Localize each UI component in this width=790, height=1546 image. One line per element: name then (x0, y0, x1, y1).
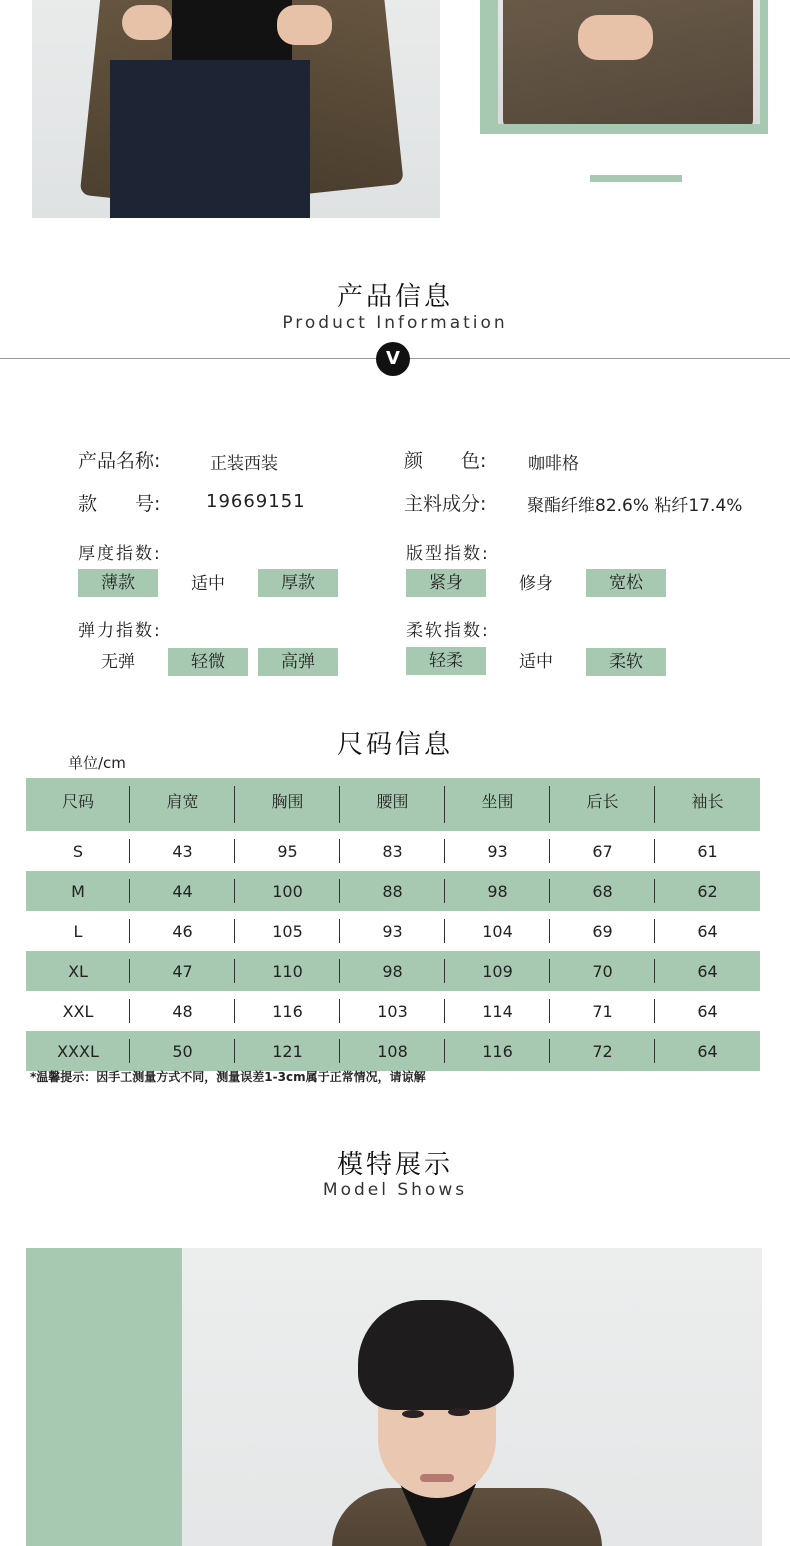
cell-chest: 121 (235, 1031, 340, 1071)
cell-shoulder: 43 (130, 831, 235, 871)
cell-size: XXL (26, 991, 130, 1031)
cell-hip: 116 (445, 1031, 550, 1071)
cell-waist: 103 (340, 991, 445, 1031)
v-badge-icon: V (376, 342, 410, 376)
cell-shoulder: 48 (130, 991, 235, 1031)
product-info-subtitle: Product Information (282, 313, 508, 333)
table-row (26, 911, 760, 951)
header-shoulder: 肩宽 (130, 778, 235, 831)
color-label: 颜 色: (404, 450, 487, 472)
cell-sleeve: 62 (697, 881, 718, 901)
cell-hip: 93 (445, 831, 550, 871)
cell-sleeve: 64 (697, 1001, 718, 1021)
cell-waist: 108 (340, 1031, 445, 1071)
cell-chest: 100 (235, 871, 340, 911)
softness-option-soft: 柔软 (586, 648, 666, 676)
cell-back-length: 70 (550, 951, 655, 991)
elasticity-option-none: 无弹 (101, 652, 135, 672)
decorative-divider (590, 175, 682, 182)
model-shows-subtitle: Model Shows (322, 1180, 468, 1200)
cell-hip: 98 (445, 871, 550, 911)
measurement-note: *温馨提示：因手工测量方式不同，测量误差1-3cm属于正常情况，请谅解 (30, 1070, 426, 1084)
table-row (26, 1031, 760, 1071)
product-photo-detail (498, 0, 760, 124)
color-value: 咖啡格 (528, 454, 579, 474)
elasticity-label: 弹力指数: (78, 621, 162, 641)
product-info-title: 产品信息 (336, 282, 453, 312)
model-photo (182, 1248, 762, 1546)
header-size: 尺码 (26, 778, 130, 831)
cell-shoulder: 47 (130, 951, 235, 991)
cell-chest: 105 (235, 911, 340, 951)
fit-option-slim: 修身 (519, 574, 553, 594)
size-info-title: 尺码信息 (336, 730, 453, 760)
elasticity-option-slight: 轻微 (168, 648, 248, 676)
cell-waist: 98 (340, 951, 445, 991)
thickness-label: 厚度指数: (78, 544, 162, 564)
fit-label: 版型指数: (406, 544, 490, 564)
cell-chest: 95 (235, 831, 340, 871)
name-value: 正装西装 (210, 454, 278, 474)
model-shows-title: 模特展示 (336, 1150, 453, 1180)
thickness-option-medium: 适中 (191, 574, 225, 594)
cell-chest: 116 (235, 991, 340, 1031)
header-waist: 腰围 (340, 778, 445, 831)
cell-sleeve: 64 (697, 1041, 718, 1061)
table-row (26, 871, 760, 911)
fit-option-loose: 宽松 (586, 569, 666, 597)
table-row (26, 951, 760, 991)
thickness-option-thick: 厚款 (258, 569, 338, 597)
sku-value: 19669151 (206, 491, 306, 512)
cell-shoulder: 50 (130, 1031, 235, 1071)
cell-back-length: 71 (550, 991, 655, 1031)
cell-size: L (26, 911, 130, 951)
cell-sleeve: 64 (697, 921, 718, 941)
cell-hip: 114 (445, 991, 550, 1031)
size-unit: 单位/cm (68, 754, 126, 772)
cell-sleeve: 64 (697, 961, 718, 981)
cell-size: M (26, 871, 130, 911)
table-row (26, 991, 760, 1031)
cell-back-length: 68 (550, 871, 655, 911)
cell-size: XXXL (26, 1031, 130, 1071)
cell-back-length: 69 (550, 911, 655, 951)
cell-back-length: 67 (550, 831, 655, 871)
cell-size: XL (26, 951, 130, 991)
sku-label: 款 号: (78, 493, 161, 515)
table-header-row (26, 778, 760, 831)
cell-chest: 110 (235, 951, 340, 991)
elasticity-option-high: 高弹 (258, 648, 338, 676)
header-back-length: 后长 (550, 778, 655, 831)
cell-size: S (26, 831, 130, 871)
header-hip: 坐围 (445, 778, 550, 831)
size-table (26, 778, 760, 1071)
material-label: 主料成分: (404, 493, 487, 515)
cell-hip: 104 (445, 911, 550, 951)
softness-option-medium: 适中 (519, 652, 553, 672)
cell-sleeve: 61 (697, 841, 718, 861)
header-sleeve: 袖长 (691, 792, 724, 811)
softness-label: 柔软指数: (406, 621, 490, 641)
cell-waist: 88 (340, 871, 445, 911)
fit-option-tight: 紧身 (406, 569, 486, 597)
cell-waist: 93 (340, 911, 445, 951)
cell-hip: 109 (445, 951, 550, 991)
header-chest: 胸围 (235, 778, 340, 831)
cell-shoulder: 44 (130, 871, 235, 911)
product-photo-front (32, 0, 440, 218)
table-row (26, 831, 760, 871)
name-label: 产品名称: (78, 450, 161, 472)
cell-shoulder: 46 (130, 911, 235, 951)
model-green-panel (26, 1248, 182, 1546)
material-value: 聚酯纤维82.6% 粘纤17.4% (527, 496, 743, 516)
cell-waist: 83 (340, 831, 445, 871)
cell-back-length: 72 (550, 1031, 655, 1071)
softness-option-light: 轻柔 (406, 647, 486, 675)
thickness-option-thin: 薄款 (78, 569, 158, 597)
